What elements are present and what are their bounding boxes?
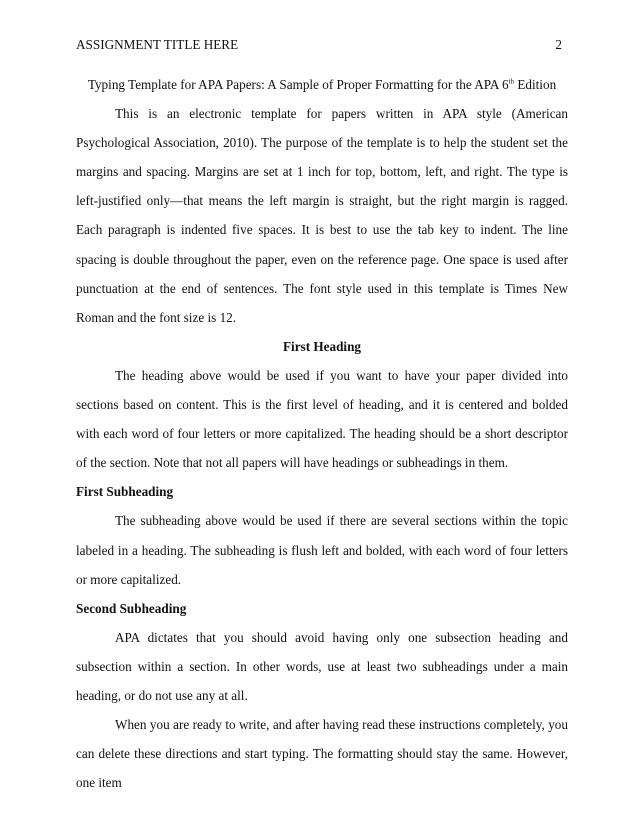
paper-title-main: Typing Template for APA Papers: A Sample of Proper Formatting for the APA 6	[87, 77, 509, 92]
second-subheading: Second Subheading	[76, 600, 187, 616]
first-heading: First Heading	[282, 338, 362, 354]
page-number: 2	[555, 37, 562, 52]
document-body	[76, 70, 568, 797]
second-subheading-paragraph: APA dictates that you should avoid having only one subsection heading and subsection within a section. In other words, use at least two subheadings under a main heading, or do not use any at all.	[76, 629, 568, 703]
paper-title-superscript: th	[508, 77, 515, 86]
paper-title	[76, 70, 568, 99]
running-header	[76, 37, 562, 53]
first-subheading-paragraph: The subheading above would be used if there are several sections within the topic labeled in a heading. The subheading is flush left and bolded, with each word of four letters or more capitalized.	[76, 513, 568, 587]
paper-title-suffix: Edition	[514, 77, 557, 92]
first-heading-paragraph: The heading above would be used if you want to have your paper divided into sections based on content. This is the first level of heading, and it is centered and bolded with each word of four letters or more capitalized. The heading should be a short descriptor of the section. Note that not all papers will have headings or subheadings in them.	[76, 367, 568, 471]
running-head: ASSIGNMENT TITLE HERE	[76, 37, 239, 52]
intro-paragraph: This is an electronic template for papers written in APA style (American Psychological Association, 2010). The purpose of the template is to help the student set the margins and spacing. Margins are set at 1 inch for top, bottom, left, and right. The type is left-justified only—that means the left margin is straight, but the right margin is ragged. Each paragraph is indented five spaces. It is best to use the tab key to indent. The line spacing is double throughout the paper, even on the reference page. One space is used after punctuation at the end of sentences. The font style used in this template is Times New Roman and the font size is 12.	[76, 106, 568, 325]
first-subheading: First Subheading	[76, 484, 174, 500]
closing-paragraph: When you are ready to write, and after having read these instructions completely, you can delete these directions and start typing. The formatting should stay the same. However, one item	[76, 717, 568, 791]
